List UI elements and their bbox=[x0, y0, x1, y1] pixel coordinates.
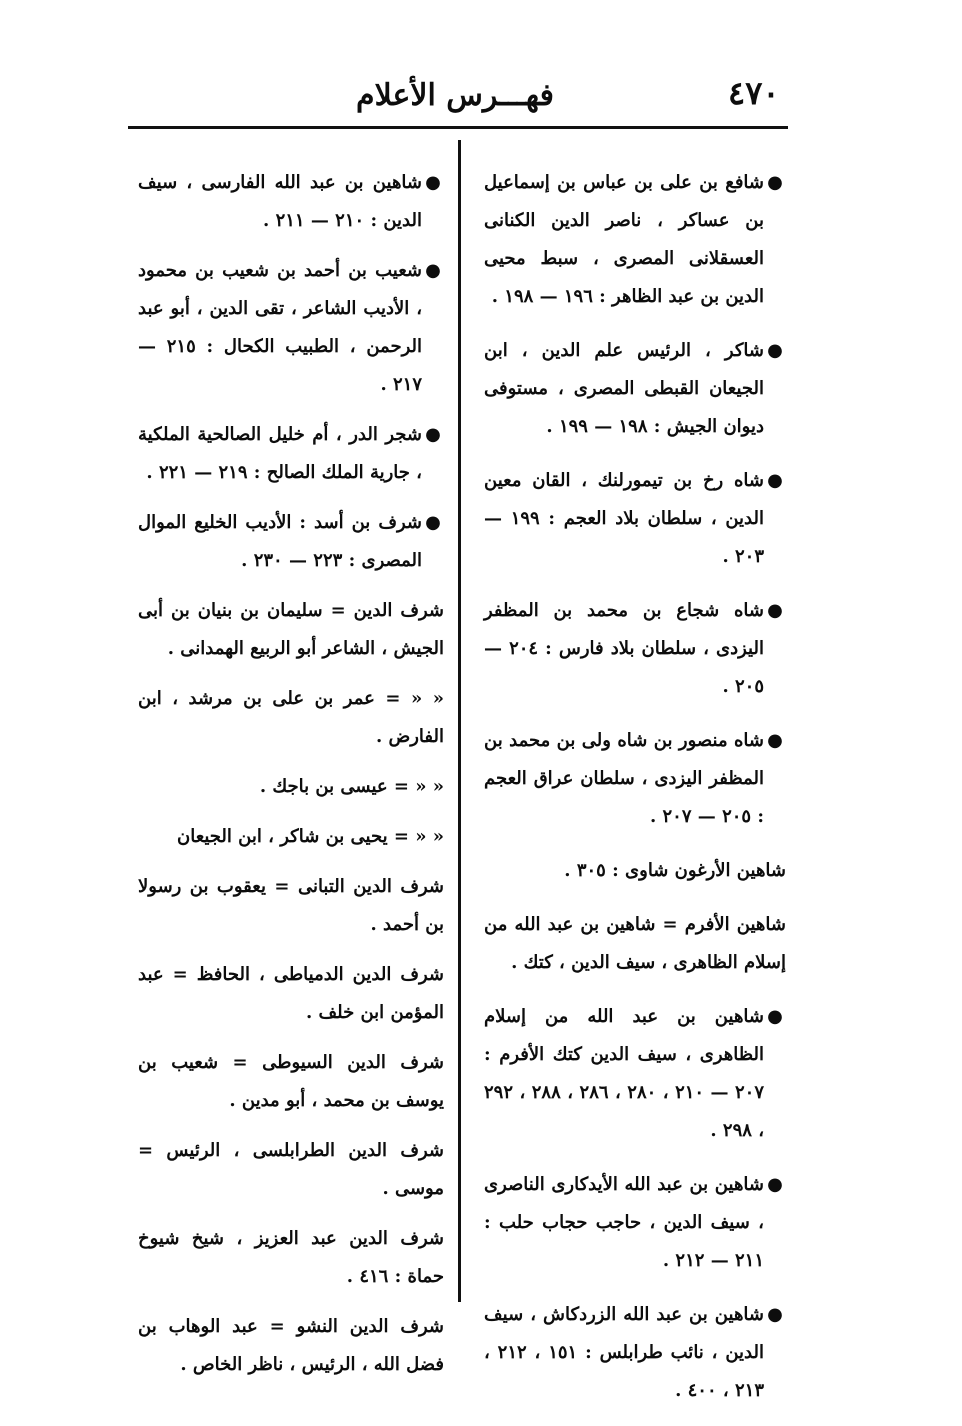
bullet-icon: ● bbox=[767, 730, 783, 751]
entry-text: شاهين بن عبد الله الزردكاش ، سيف الدين ، نائب طرابلس : ١٥١ ، ٢١٢ ، ٢١٣ ، ٤٠٠ . bbox=[484, 1304, 764, 1401]
entry-text: شرف بن أسد : الأديب الخليع الموال المصرى : ٢٢٣ — ٢٣٠ . bbox=[138, 512, 422, 571]
index-entry bbox=[138, 252, 444, 404]
bullet-icon: ● bbox=[767, 1006, 783, 1027]
bullet-icon: ● bbox=[767, 600, 783, 621]
index-entry bbox=[484, 164, 786, 316]
entry-text: شرف الدين النشو = عبد الوهاب بن فضل الله ، الرئيس ، ناظر الخاص . bbox=[138, 1316, 444, 1375]
bullet-icon: ● bbox=[425, 172, 441, 193]
entry-text: شاهين بن عبد الله من إسلام الظاهرى ، سيف الدين كتك الأفرم : ٢٠٧ — ٢١٠ ، ٢٨٠ ، ٢٨٦ ، ٢٨٨ ، ٢٩٢ ، ٢٩٨ . bbox=[484, 1006, 765, 1141]
bullet-icon: ● bbox=[425, 512, 441, 533]
entry-text: « « = يحيى بن شاكر ، ابن الجيعان bbox=[176, 826, 444, 847]
index-entry bbox=[484, 462, 786, 576]
entry-text: شرف الدين السيوطى = شعيب بن يوسف بن محمد ، أبو مدين . bbox=[138, 1052, 444, 1111]
entry-text: شرف الدين الطرابلسى ، الرئيس = موسى . bbox=[138, 1140, 444, 1199]
index-entry bbox=[138, 1220, 444, 1296]
bullet-icon: ● bbox=[767, 340, 783, 361]
index-entry bbox=[484, 592, 786, 706]
entry-text: شجر الدر ، أم خليل الصالحية الملكية ، جارية الملك الصالح : ٢١٩ — ٢٢١ . bbox=[138, 424, 422, 483]
entry-text: شرف الدين = سليمان بن بنيان بن أبى الجيش ، الشاعر أبو الربيع الهمدانى . bbox=[138, 600, 444, 659]
index-entry bbox=[484, 998, 786, 1150]
index-entry bbox=[138, 956, 444, 1032]
index-entry bbox=[138, 1308, 444, 1384]
entry-text: شاهين بن عبد الله الأيدكارى الناصرى ، سيف الدين ، حاجب حجاب حلب : ٢١١ — ٢١٢ . bbox=[484, 1174, 764, 1271]
page-title: فهـــرس الأعلام bbox=[356, 78, 554, 113]
entry-text: شاه رخ بن تيمورلنك ، القان معين الدين ، سلطان بلاد العجم : ١٩٩ — ٢٠٣ . bbox=[484, 470, 764, 567]
index-column-right bbox=[484, 164, 786, 1426]
index-entry bbox=[138, 680, 444, 756]
index-entry bbox=[484, 722, 786, 836]
index-entry bbox=[138, 592, 444, 668]
index-entry bbox=[138, 1044, 444, 1120]
entry-text: « « = عيسى بن باجك . bbox=[259, 776, 444, 797]
index-entry bbox=[484, 1296, 786, 1410]
index-entry bbox=[138, 1132, 444, 1208]
entry-text: « « = عمر بن على بن مرشد ، ابن الفارض . bbox=[138, 688, 444, 747]
bullet-icon: ● bbox=[767, 1304, 783, 1325]
entry-text: شرف الدين التبانى = يعقوب بن رسولا بن أحمد . bbox=[138, 876, 444, 935]
entry-text: شعيب بن أحمد بن شعيب بن محمود ، الأديب الشاعر ، تقى الدين ، أبو عبد الرحمن ، الطبيب الكحال : ٢١٥ — ٢١٧ . bbox=[138, 260, 422, 395]
index-entry bbox=[138, 818, 444, 856]
index-entry bbox=[484, 906, 786, 982]
entry-text: شاه منصور بن شاه ولى بن محمد بن المظفر اليزدى ، سلطان عراق العجم : ٢٠٥ — ٢٠٧ . bbox=[484, 730, 764, 827]
index-entry bbox=[138, 868, 444, 944]
bullet-icon: ● bbox=[767, 470, 783, 491]
index-entry bbox=[484, 1166, 786, 1280]
entry-text: شرف الدين عبد العزيز ، شيخ شيوخ حماة : ٤١٦ . bbox=[138, 1228, 444, 1287]
entry-text: شاهين بن عبد الله الفارسى ، سيف الدين : ٢١٠ — ٢١١ . bbox=[138, 172, 422, 231]
index-entry bbox=[138, 504, 444, 580]
index-entry bbox=[484, 332, 786, 446]
index-entry bbox=[138, 768, 444, 806]
entry-text: شاهين الأفرم = شاهين بن عبد الله من إسلام الظاهرى ، سيف الدين ، كتك . bbox=[484, 914, 786, 973]
index-column-left bbox=[138, 164, 444, 1396]
bullet-icon: ● bbox=[767, 1174, 783, 1195]
entry-text: شاه شجاع بن محمد بن المظفر اليزدى ، سلطان بلاد فارس : ٢٠٤ — ٢٠٥ . bbox=[484, 600, 764, 697]
entry-text: شرف الدين الدمياطى ، الحافظ = عبد المؤمن ابن خلف . bbox=[138, 964, 444, 1023]
bullet-icon: ● bbox=[425, 424, 441, 445]
entry-text: شاكر ، الرئيس علم الدين ، ابن الجيعان القبطى المصرى ، مستوفى ديوان الجيش : ١٩٨ — ١٩٩ . bbox=[484, 340, 764, 437]
page-number: ٤٧٠ bbox=[728, 74, 780, 112]
bullet-icon: ● bbox=[425, 260, 441, 281]
entry-text: شافع بن على بن عباس بن إسماعيل بن عساكر ، ناصر الدين الكنانى العسقلانى المصرى ، سبط محيى الدين بن عبد الظاهر : ١٩٦ — ١٩٨ . bbox=[484, 172, 764, 307]
header-rule bbox=[128, 126, 788, 129]
bullet-icon: ● bbox=[767, 172, 783, 193]
index-entry bbox=[138, 164, 444, 240]
index-entry bbox=[484, 852, 786, 890]
index-entry bbox=[138, 416, 444, 492]
entry-text: شاهين الأرغون شاوى : ٣٠٥ . bbox=[564, 860, 786, 881]
column-divider bbox=[458, 140, 461, 1302]
